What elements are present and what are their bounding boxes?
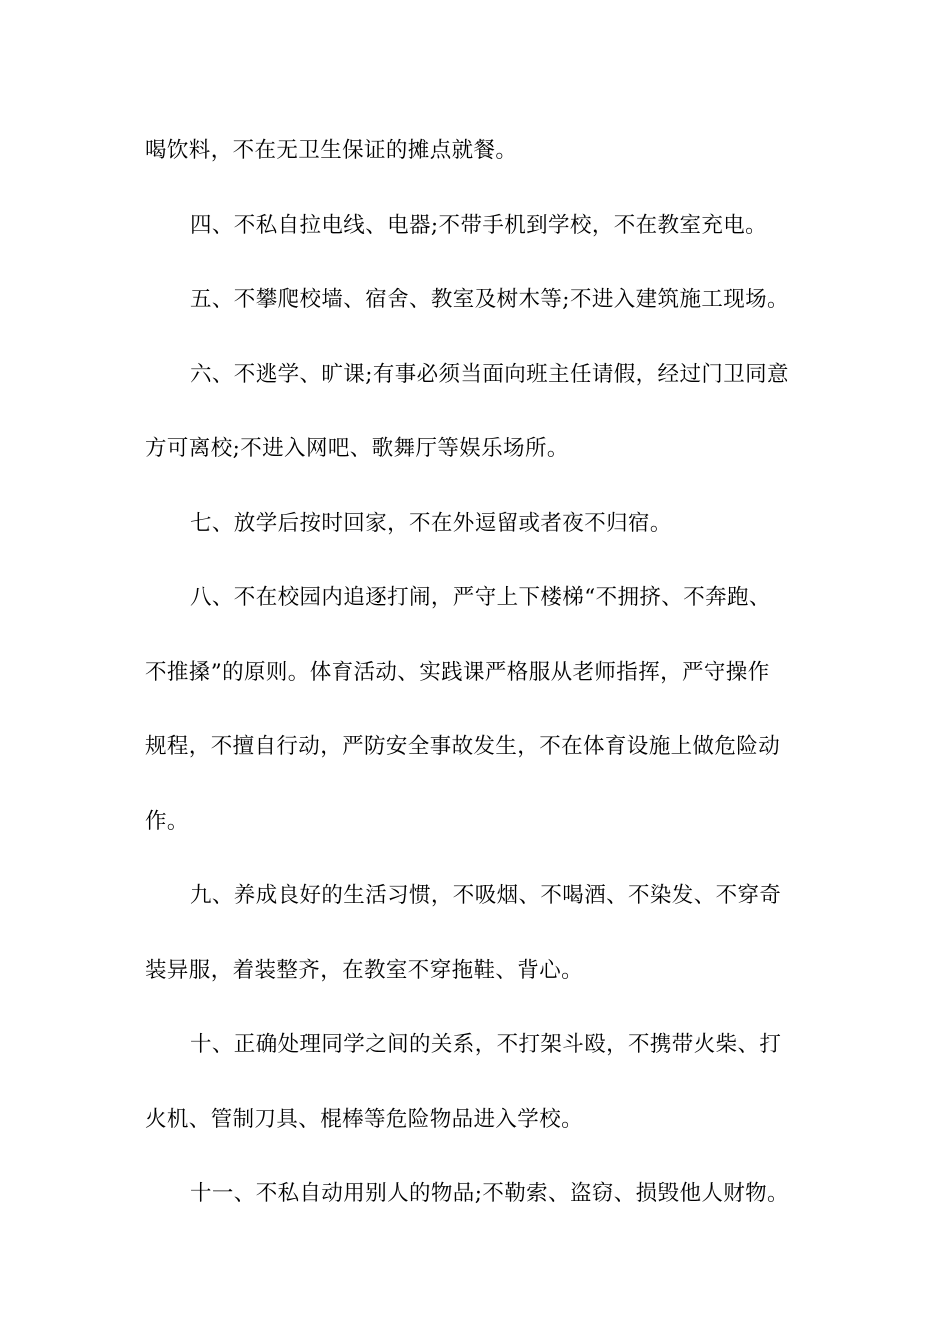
document-body [145,128,810,1246]
text-line: 不推搡”的原则。体育活动、实践课严格服从老师指挥，严守操作 [145,659,770,685]
text-line: 作。 [145,808,189,834]
text-line: 喝饮料，不在无卫生保证的摊点就餐。 [145,138,518,163]
text-line: 十一、不私自动用别人的物品;不勒索、盗窃、损毁他人财物。 [190,1181,789,1206]
text-line: 八、不在校园内追逐打闹，严守上下楼梯“不拥挤、不奔跑、 [190,585,771,610]
text-line: 六、不逃学、旷课;有事必须当面向班主任请假，经过门卫同意 [190,361,789,387]
text-line: 火机、管制刀具、棍棒等危险物品进入学校。 [145,1106,584,1132]
text-line: 五、不攀爬校墙、宿舍、教室及树木等;不进入建筑施工现场。 [190,287,789,312]
text-line: 装异服，着装整齐，在教室不穿拖鞋、背心。 [145,957,584,983]
text-line: 七、放学后按时回家，不在外逗留或者夜不归宿。 [190,510,672,536]
text-line: 方可离校;不进入网吧、歌舞厅等娱乐场所。 [145,436,569,461]
text-line: 九、养成良好的生活习惯，不吸烟、不喝酒、不染发、不穿奇 [190,883,782,908]
text-line: 规程，不擅自行动，严防安全事故发生，不在体育设施上做危险动 [145,734,781,759]
text-line: 十、正确处理同学之间的关系，不打架斗殴，不携带火柴、打 [190,1032,782,1057]
text-line: 四、不私自拉电线、电器;不带手机到学校，不在教室充电。 [190,212,768,238]
